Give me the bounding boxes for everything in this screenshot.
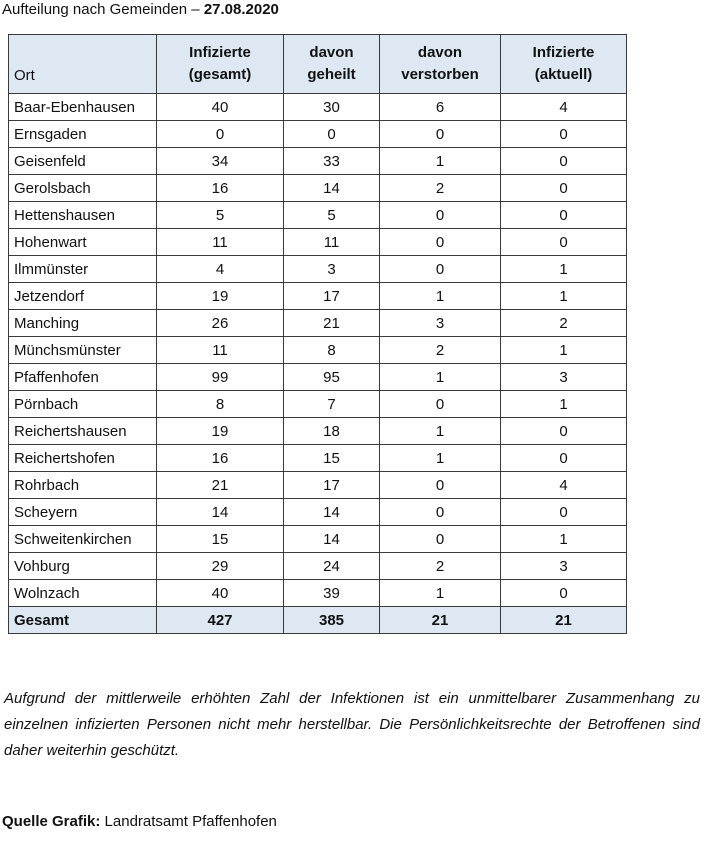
header-davon-geheilt xyxy=(284,35,380,94)
cell-infizierte-gesamt: 15 xyxy=(157,526,284,553)
cell-davon-verstorben: 0 xyxy=(380,391,501,418)
total-davon-verstorben: 21 xyxy=(380,607,501,634)
header-infizierte-gesamt xyxy=(157,35,284,94)
total-label: Gesamt xyxy=(9,607,157,634)
cell-davon-verstorben: 0 xyxy=(380,526,501,553)
table-row xyxy=(9,499,627,526)
cell-infizierte-gesamt: 21 xyxy=(157,472,284,499)
table-row xyxy=(9,310,627,337)
cell-infizierte-gesamt: 0 xyxy=(157,121,284,148)
table-row xyxy=(9,148,627,175)
cell-infizierte-aktuell: 0 xyxy=(501,229,627,256)
cell-place: Vohburg xyxy=(9,553,157,580)
table-row xyxy=(9,283,627,310)
cell-place: Schweitenkirchen xyxy=(9,526,157,553)
cell-infizierte-aktuell: 3 xyxy=(501,553,627,580)
header-ort-label: Ort xyxy=(14,67,35,84)
cell-infizierte-gesamt: 34 xyxy=(157,148,284,175)
cell-infizierte-gesamt: 40 xyxy=(157,580,284,607)
heading-prefix: Aufteilung nach Gemeinden – xyxy=(2,1,204,18)
cell-infizierte-gesamt: 19 xyxy=(157,418,284,445)
table-body xyxy=(9,94,627,634)
cell-infizierte-gesamt: 11 xyxy=(157,229,284,256)
header-infizierte-aktuell-line2: (aktuell) xyxy=(534,66,593,83)
cell-davon-verstorben: 2 xyxy=(380,337,501,364)
cell-davon-geheilt: 39 xyxy=(284,580,380,607)
table-row xyxy=(9,229,627,256)
cell-infizierte-aktuell: 1 xyxy=(501,337,627,364)
cell-infizierte-aktuell: 3 xyxy=(501,364,627,391)
cell-infizierte-gesamt: 29 xyxy=(157,553,284,580)
cell-place: Manching xyxy=(9,310,157,337)
cell-davon-geheilt: 24 xyxy=(284,553,380,580)
cell-davon-verstorben: 2 xyxy=(380,553,501,580)
table-row xyxy=(9,121,627,148)
header-infizierte-aktuell xyxy=(501,35,627,94)
cell-davon-verstorben: 1 xyxy=(380,580,501,607)
header-infizierte-gesamt-line1: Infizierte xyxy=(189,44,251,61)
cell-infizierte-gesamt: 5 xyxy=(157,202,284,229)
cell-davon-verstorben: 1 xyxy=(380,418,501,445)
cell-davon-verstorben: 1 xyxy=(380,445,501,472)
cell-davon-geheilt: 21 xyxy=(284,310,380,337)
cell-infizierte-aktuell: 0 xyxy=(501,445,627,472)
notice-paragraph: Aufgrund der mittlerweile erhöhten Zahl der Infektionen ist ein unmittelbarer Zusammenhang zu einzelnen infizierten Personen nicht mehr herstellbar. Die Persönlichkeitsrechte der Betroffenen sind daher weiterhin geschützt. xyxy=(4,690,700,759)
cell-place: Hohenwart xyxy=(9,229,157,256)
cell-davon-geheilt: 5 xyxy=(284,202,380,229)
cell-infizierte-gesamt: 11 xyxy=(157,337,284,364)
cell-davon-geheilt: 3 xyxy=(284,256,380,283)
cell-place: Reichertshofen xyxy=(9,445,157,472)
table-header-row xyxy=(9,35,627,94)
cell-infizierte-gesamt: 99 xyxy=(157,364,284,391)
cell-infizierte-aktuell: 0 xyxy=(501,175,627,202)
cell-infizierte-aktuell: 0 xyxy=(501,202,627,229)
header-davon-verstorben xyxy=(380,35,501,94)
total-infizierte-aktuell: 21 xyxy=(501,607,627,634)
cell-place: Baar-Ebenhausen xyxy=(9,94,157,121)
cell-davon-geheilt: 7 xyxy=(284,391,380,418)
table-row xyxy=(9,256,627,283)
cell-place: Hettenshausen xyxy=(9,202,157,229)
table-row xyxy=(9,364,627,391)
cell-infizierte-aktuell: 4 xyxy=(501,472,627,499)
page-heading xyxy=(2,1,279,19)
cell-infizierte-gesamt: 8 xyxy=(157,391,284,418)
cell-infizierte-aktuell: 0 xyxy=(501,418,627,445)
cell-place: Scheyern xyxy=(9,499,157,526)
cell-davon-verstorben: 0 xyxy=(380,121,501,148)
cell-infizierte-aktuell: 2 xyxy=(501,310,627,337)
header-davon-verstorben-line2: verstorben xyxy=(401,66,479,83)
cell-davon-verstorben: 1 xyxy=(380,148,501,175)
cell-davon-verstorben: 0 xyxy=(380,499,501,526)
cell-place: Gerolsbach xyxy=(9,175,157,202)
cell-place: Pörnbach xyxy=(9,391,157,418)
source-value: Landratsamt Pfaffenhofen xyxy=(100,813,277,830)
cell-infizierte-gesamt: 14 xyxy=(157,499,284,526)
table-row xyxy=(9,526,627,553)
total-row xyxy=(9,607,627,634)
cell-davon-geheilt: 17 xyxy=(284,472,380,499)
cell-davon-geheilt: 17 xyxy=(284,283,380,310)
cell-davon-geheilt: 33 xyxy=(284,148,380,175)
cell-davon-geheilt: 0 xyxy=(284,121,380,148)
cell-davon-geheilt: 8 xyxy=(284,337,380,364)
cell-davon-geheilt: 14 xyxy=(284,175,380,202)
header-ort xyxy=(9,35,157,94)
total-infizierte-gesamt: 427 xyxy=(157,607,284,634)
total-davon-geheilt: 385 xyxy=(284,607,380,634)
cell-infizierte-gesamt: 4 xyxy=(157,256,284,283)
cell-infizierte-aktuell: 1 xyxy=(501,283,627,310)
cell-davon-geheilt: 15 xyxy=(284,445,380,472)
cell-infizierte-aktuell: 1 xyxy=(501,391,627,418)
cell-infizierte-aktuell: 4 xyxy=(501,94,627,121)
header-davon-verstorben-line1: davon xyxy=(417,44,463,61)
cell-place: Ilmmünster xyxy=(9,256,157,283)
header-infizierte-gesamt-line2: (gesamt) xyxy=(188,66,252,83)
cell-davon-verstorben: 2 xyxy=(380,175,501,202)
table-row xyxy=(9,337,627,364)
cell-infizierte-aktuell: 0 xyxy=(501,121,627,148)
table-row xyxy=(9,391,627,418)
heading-date: 27.08.2020 xyxy=(203,1,279,18)
cell-place: Reichertshausen xyxy=(9,418,157,445)
cell-davon-verstorben: 1 xyxy=(380,364,501,391)
cell-infizierte-gesamt: 19 xyxy=(157,283,284,310)
cell-place: Pfaffenhofen xyxy=(9,364,157,391)
cell-davon-verstorben: 3 xyxy=(380,310,501,337)
cell-davon-verstorben: 0 xyxy=(380,229,501,256)
table-row xyxy=(9,94,627,121)
cell-infizierte-aktuell: 0 xyxy=(501,499,627,526)
cell-davon-geheilt: 14 xyxy=(284,526,380,553)
infection-table xyxy=(8,34,627,634)
source-line xyxy=(2,812,277,832)
table-row xyxy=(9,202,627,229)
header-davon-geheilt-line2: geheilt xyxy=(307,66,356,83)
header-infizierte-aktuell-line1: Infizierte xyxy=(532,44,595,61)
cell-davon-geheilt: 11 xyxy=(284,229,380,256)
cell-place: Geisenfeld xyxy=(9,148,157,175)
cell-infizierte-gesamt: 40 xyxy=(157,94,284,121)
cell-infizierte-gesamt: 26 xyxy=(157,310,284,337)
cell-place: Wolnzach xyxy=(9,580,157,607)
cell-infizierte-aktuell: 1 xyxy=(501,526,627,553)
table-row xyxy=(9,175,627,202)
table-row xyxy=(9,580,627,607)
table-row xyxy=(9,445,627,472)
source-label: Quelle Grafik: xyxy=(2,813,101,830)
table-row xyxy=(9,418,627,445)
cell-infizierte-aktuell: 0 xyxy=(501,148,627,175)
cell-infizierte-aktuell: 0 xyxy=(501,580,627,607)
cell-davon-geheilt: 95 xyxy=(284,364,380,391)
cell-infizierte-gesamt: 16 xyxy=(157,175,284,202)
cell-davon-verstorben: 0 xyxy=(380,202,501,229)
table-row xyxy=(9,553,627,580)
cell-infizierte-gesamt: 16 xyxy=(157,445,284,472)
cell-davon-verstorben: 1 xyxy=(380,283,501,310)
cell-infizierte-aktuell: 1 xyxy=(501,256,627,283)
cell-davon-verstorben: 0 xyxy=(380,472,501,499)
cell-place: Rohrbach xyxy=(9,472,157,499)
cell-place: Ernsgaden xyxy=(9,121,157,148)
table-row xyxy=(9,472,627,499)
header-davon-geheilt-line1: davon xyxy=(309,44,354,61)
cell-place: Jetzendorf xyxy=(9,283,157,310)
cell-davon-verstorben: 0 xyxy=(380,256,501,283)
cell-davon-geheilt: 18 xyxy=(284,418,380,445)
cell-davon-verstorben: 6 xyxy=(380,94,501,121)
cell-davon-geheilt: 30 xyxy=(284,94,380,121)
cell-place: Münchsmünster xyxy=(9,337,157,364)
cell-davon-geheilt: 14 xyxy=(284,499,380,526)
